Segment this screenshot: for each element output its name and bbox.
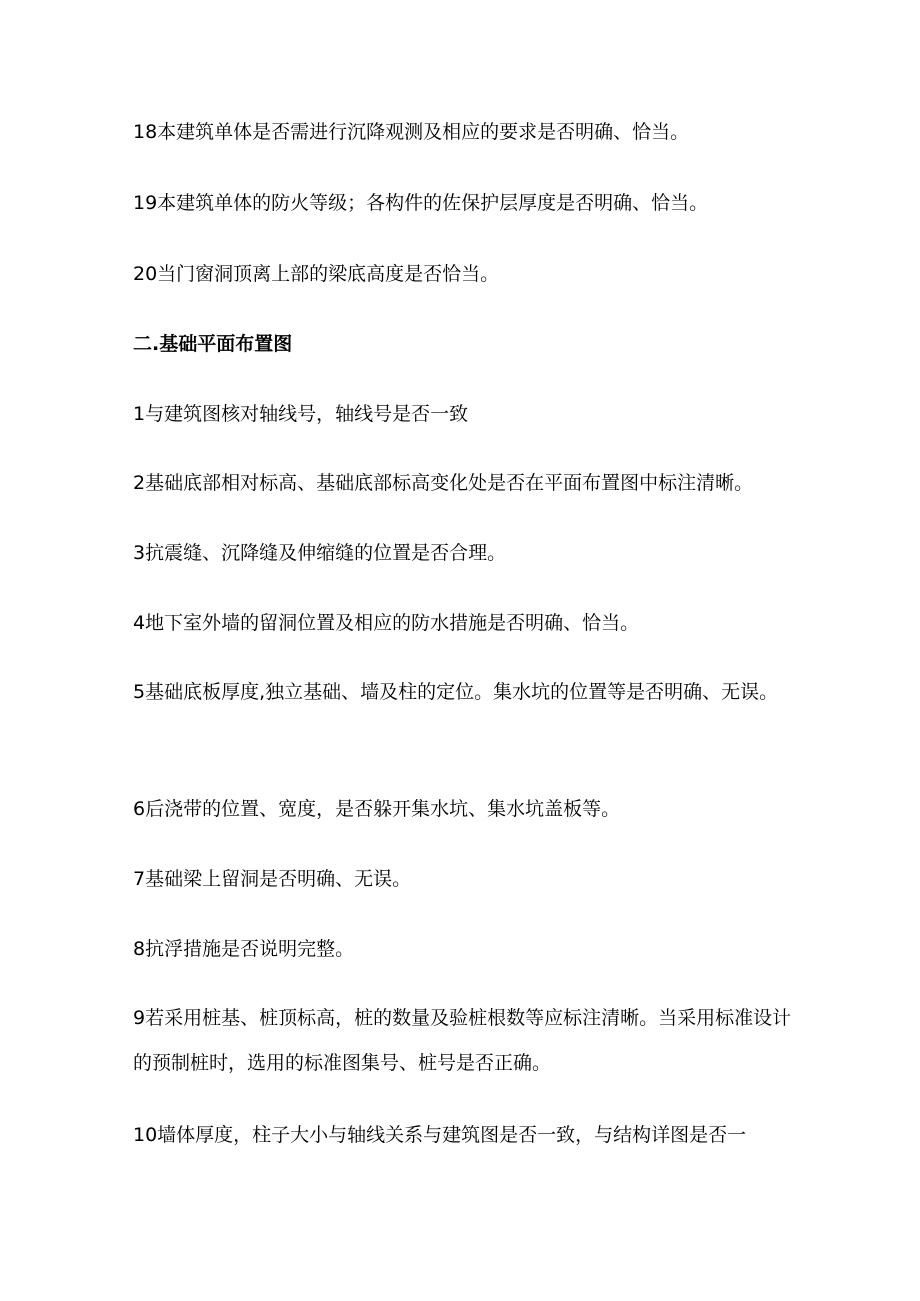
item-10: 10墙体厚度，柱子大小与轴线关系与建筑图是否一致，与结构详图是否一 xyxy=(133,1124,747,1146)
item-18: 18本建筑单体是否需进行沉降观测及相应的要求是否明确、恰当。 xyxy=(133,121,690,143)
item-3: 3抗震缝、沉降缝及伸缩缝的位置是否合理。 xyxy=(133,542,507,564)
item-2: 2基础底部相对标高、基础底部标高变化处是否在平面布置图中标注清晰。 xyxy=(133,472,754,494)
item-5: 5基础底板厚度,独立基础、墙及柱的定位。集水坑的位置等是否明确、无误。 xyxy=(133,681,779,703)
item-7: 7基础梁上留洞是否明确、无误。 xyxy=(133,868,412,890)
item-20: 20当门窗洞顶离上部的梁底高度是否恰当。 xyxy=(133,263,500,285)
item-8: 8抗浮措施是否说明完整。 xyxy=(133,938,355,960)
item-19: 19本建筑单体的防火等级；各构件的佐保护层厚度是否明确、恰当。 xyxy=(133,192,709,214)
item-4: 4地下室外墙的留洞位置及相应的防水措施是否明确、恰当。 xyxy=(133,612,640,634)
item-1: 1与建筑图核对轴线号，轴线号是否一致 xyxy=(133,403,469,425)
item-9: 9若采用桩基、桩顶标高，桩的数量及验桩根数等应标注清晰。当采用标准设计的预制桩时，选用的标准图集号、桩号是否正确。 xyxy=(133,1007,792,1074)
section-heading-foundation-plan: 二.基础平面布置图 xyxy=(133,333,293,355)
item-6: 6后浇带的位置、宽度，是否躲开集水坑、集水坑盖板等。 xyxy=(133,798,621,820)
